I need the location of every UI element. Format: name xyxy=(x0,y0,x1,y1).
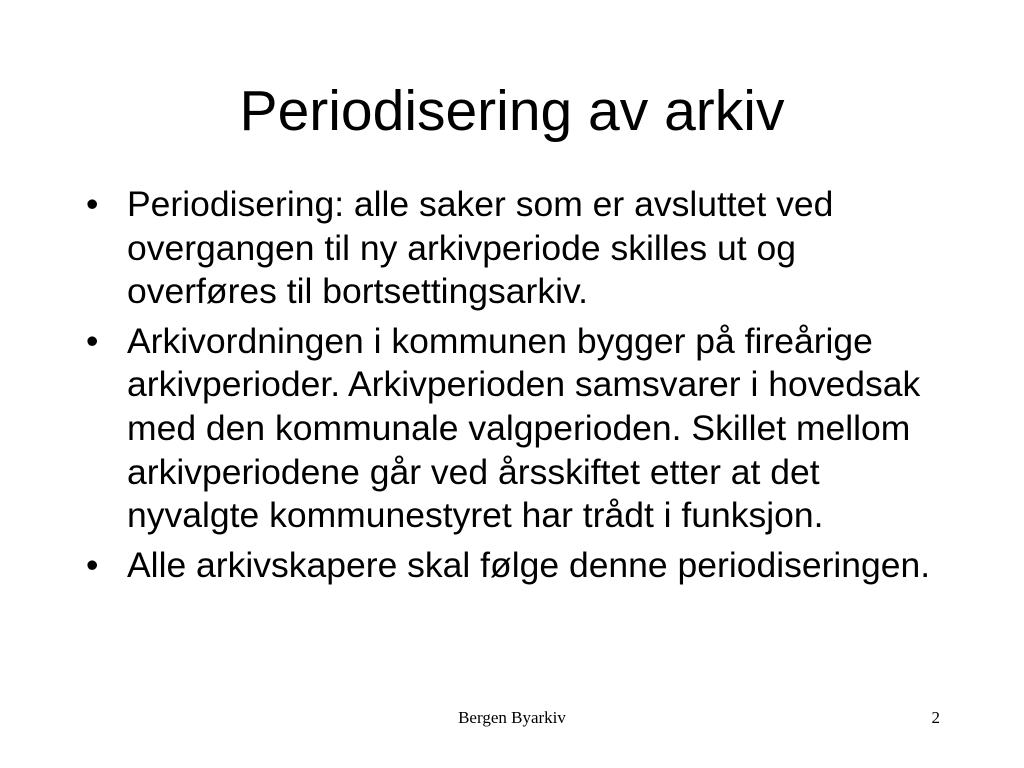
bullet-icon: • xyxy=(86,184,99,224)
bullet-text: Arkivordningen i kommunen bygger på fireårige arkivperioder. Arkivperioden samsvarer i hovedsak med den kommunale valgperioden. Skillet mellom arkivperiodene går ved årsskiftet etter at det nyvalgte kommunestyret har trådt i funksjon. xyxy=(127,320,921,536)
page-number: 2 xyxy=(931,708,940,727)
bullet-icon: • xyxy=(86,544,99,585)
footer-organization: Bergen Byarkiv xyxy=(458,708,566,727)
bullet-item xyxy=(86,183,936,314)
bullet-item xyxy=(86,544,936,588)
bullet-icon: • xyxy=(86,320,99,361)
bullet-text: Periodisering: alle saker som er avsluttet ved overgangen til ny arkivperiode skilles ut og overføres til bortsettingsarkiv. xyxy=(127,184,834,312)
bullet-item xyxy=(86,320,936,538)
slide-title: Periodisering av arkiv xyxy=(239,79,785,143)
bullet-list xyxy=(86,183,936,593)
bullet-text: Alle arkivskapere skal følge denne periodiseringen. xyxy=(127,544,931,585)
